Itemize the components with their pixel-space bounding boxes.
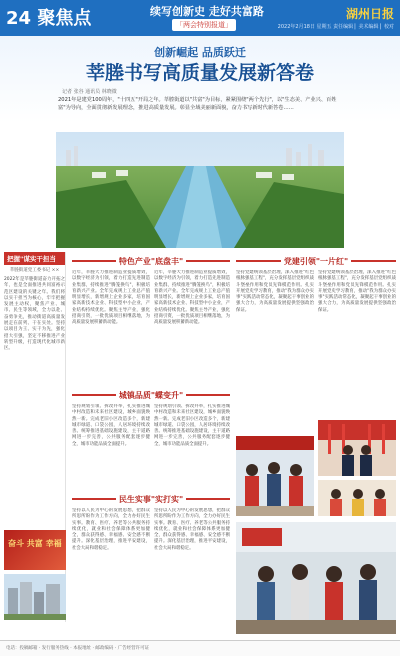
section-text-party-cont: 坚持党建统领基层治理，深入推进"红色根脉强基工程"，充分发挥基层党组织战斗堡垒作用和党员先锋模范作用。扎实开展党史学习教育，推动"我为群众办实事"实践活动常态化，凝聚起干事创业的强大合力，为高质量发展提供坚强政治保证。 <box>318 270 396 313</box>
lead-paragraph: 2021年是建党100周年，"十四五"开局之年。莘塍街道以"共富"为目标，紧紧围绕"两个先行"，以"生态美、产业兴、百姓富"为导向，全面贯彻新发展理念，推进高质量发展。彰显全域美丽新面貌，奋力书写新时代新答卷…… <box>58 97 337 111</box>
aerial-photo <box>56 132 344 248</box>
section-text-industry-cont: 近年，莘塍大力推进制造业提质增效，以数字经济为引领，着力打造先进制造业集群，持续推进"腾笼换鸟"，积极培育新兴产业。全年完成规上工业总产值明显增长，新增规上企业多家，培育国家高新技术企业、科技型中小企业，产业结构持续优化。聚焦主导产业，强化招商引资，一批优质项目相继落地，为高质量发展积蓄新动能。 <box>154 270 230 326</box>
hero-title: 莘塍书写高质量发展新答卷 <box>85 62 314 84</box>
header-slogan: 续写创新史 走好共富路 <box>150 5 264 18</box>
volunteers-photo <box>318 480 396 516</box>
section-text-party: 坚持党建统领基层治理，深入推进"红色根脉强基工程"，充分发挥基层党组织战斗堡垒作用和党员先锋模范作用。扎实开展党史学习教育，推动"我为群众办实事"实践活动常态化，凝聚起干事创业的强大合力，为高质量发展提供坚强政治保证。 <box>236 270 314 313</box>
footer-text: 电话：投稿邮箱 · 发行服务热线 · 本报地址 · 邮政编码 · 广告经营许可证 <box>6 646 150 651</box>
meeting-photo <box>318 420 396 476</box>
issue-info: 2022年2月18日 星期五 责任编辑 ▏美术编辑 ▏校对 <box>277 24 394 30</box>
commentary-column <box>4 252 66 622</box>
section-heading-party: 党建引领"一片红" <box>236 254 396 268</box>
section-text-urban-cont: 坚持规划引领、拆改并举，扎实推进城中村改造和未来社区建设，城乡面貌焕然一新。完成老旧小区改造多个，新建城市绿道、口袋公园，人居环境持续改善。统筹推进基础设施建设，主干道路网进一步完善，公共服务配套逐步健全，城市功能品质全面提升。 <box>154 404 230 447</box>
commentary-text: 2022年是莘塍街道奋力开拓之年，也是全面推进共同富裕示范区建设的关键之年。我们将以实干担当为核心，牢牢把握发展主动权，聚焦产业、城市、民生等领域，全力以赴、奋勇争先，推动街道高质量发展走在前列、干在实处。坚持以项目为王、实干为先，强化招大引强，坚定不移推进产业转型升级，打造现代化城市新区。 <box>4 277 65 352</box>
city-buildings-photo <box>4 574 66 620</box>
section-text-industry: 近年，莘塍大力推进制造业提质增效，以数字经济为引领，着力打造先进制造业集群，持续推进"腾笼换鸟"，积极培育新兴产业。全年完成规上工业总产值明显增长，新增规上企业多家，培育国家高新技术企业、科技型中小企业，产业结构持续优化。聚焦主导产业，强化招商引资，一批优质项目相继落地，为高质量发展积蓄新动能。 <box>72 270 150 326</box>
slogan-banner-text: 奋斗 共富 幸福 <box>8 538 62 548</box>
section-heading-industry: 特色产业"底盘丰" <box>72 254 230 268</box>
section-heading-livelihood: 民生实事"实打实" <box>72 492 230 506</box>
hero-section <box>0 36 400 252</box>
section-heading-urban: 城镇品质"蝶变升" <box>72 388 230 402</box>
hero-subtitle: 创新崛起 品质跃迁 <box>154 46 246 59</box>
section-text-livelihood-cont: 坚持以人民为中心的发展思想，把群众所思所盼作为工作方向，全力办好民生实事。教育、医疗、养老等公共服务持续优化，就业和社会保障体系更加健全，群众获得感、幸福感、安全感不断提升。深化基层治理，推进平安建设，社会大局和谐稳定。 <box>154 508 230 551</box>
byline: 记者 张谷 通讯员 林晓微 <box>62 89 117 95</box>
newspaper-logo: 湖州日报 <box>345 7 394 21</box>
residents-activity-photo <box>236 522 396 634</box>
section-text-urban: 坚持规划引领、拆改并举，扎实推进城中村改造和未来社区建设，城乡面貌焕然一新。完成老旧小区改造多个，新建城市绿道、口袋公园，人居环境持续改善。统筹推进基础设施建设，主干道路网进一步完善，公共服务配套逐步健全，城市功能品质全面提升。 <box>72 404 150 447</box>
page-footer <box>0 640 400 656</box>
commentary-author: 莘塍街道党工委书记 ×× <box>9 268 60 273</box>
slogan-banner <box>4 530 66 570</box>
page-section-label: 24 聚焦点 <box>6 8 92 29</box>
page-header <box>0 0 400 36</box>
section-text-livelihood: 坚持以人民为中心的发展思想，把群众所思所盼作为工作方向，全力办好民生实事。教育、医疗、养老等公共服务持续优化，就业和社会保障体系更加健全，群众获得感、幸福感、安全感不断提升。深化基层治理，推进平安建设，社会大局和谐稳定。 <box>72 508 150 551</box>
special-report-badge: 「两会特别报道」 <box>172 19 236 31</box>
community-service-photo <box>236 436 314 516</box>
commentary-heading: 把握"谋实干担当 <box>4 252 65 265</box>
